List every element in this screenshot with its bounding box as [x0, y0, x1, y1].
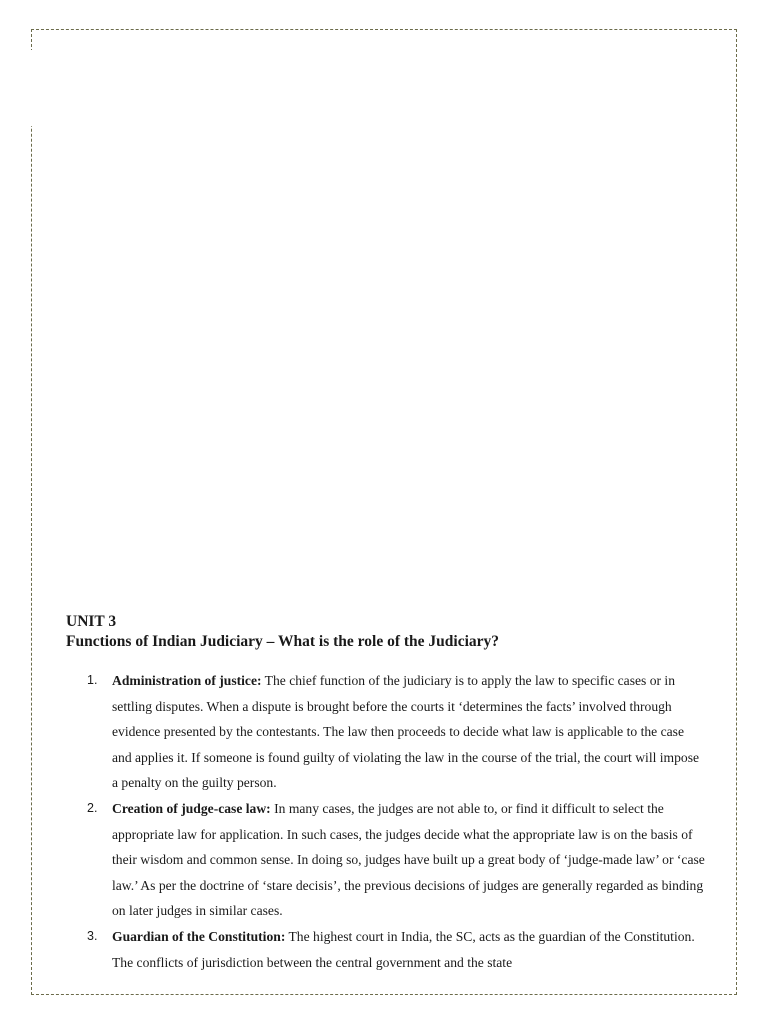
item-number: 3.	[87, 928, 98, 943]
item-number: 1.	[87, 673, 98, 687]
function-item-creation-of-judge-case-law	[66, 796, 706, 924]
item-heading: Administration of justice:	[112, 673, 262, 688]
function-item-guardian-of-the-constitution	[66, 924, 706, 975]
function-item-administration-of-justice	[66, 668, 706, 796]
item-text: The chief function of the judiciary is to apply the law to specific cases or in settling disputes. When a dispute is brought before the courts it ‘determines the facts’ involved through evidence presented by the contestants. The law then proceeds to decide what law is applicable to the case and applies it. If someone is found guilty of violating the law in the course of the trial, the court will impose a penalty on the guilty person.	[112, 673, 700, 791]
border-gap	[29, 50, 35, 126]
item-text: The highest court in India, the SC, acts as the guardian of the Constitution. The conflicts of jurisdiction between the central government and the state	[112, 928, 695, 970]
item-heading: Guardian of the Constitution:	[112, 928, 286, 944]
item-heading: Creation of judge-case law:	[112, 800, 271, 816]
page-title: Functions of Indian Judiciary – What is the role of the Judiciary?	[66, 633, 500, 650]
item-text: In many cases, the judges are not able to, or find it difficult to select the appropriate law for application. In such cases, the judges decide what the appropriate law is on the basis of their wisdom and common sense. In doing so, judges have built up a great body of ‘judge-made law’ or ‘case law.’ As per the doctrine of ‘stare decisis’, the previous decisions of judges are generally regarded as binding on later judges in similar cases.	[112, 800, 705, 919]
unit-label: UNIT 3	[66, 613, 117, 630]
functions-list	[66, 668, 706, 975]
document-content	[66, 612, 706, 975]
item-number: 2.	[87, 800, 98, 815]
